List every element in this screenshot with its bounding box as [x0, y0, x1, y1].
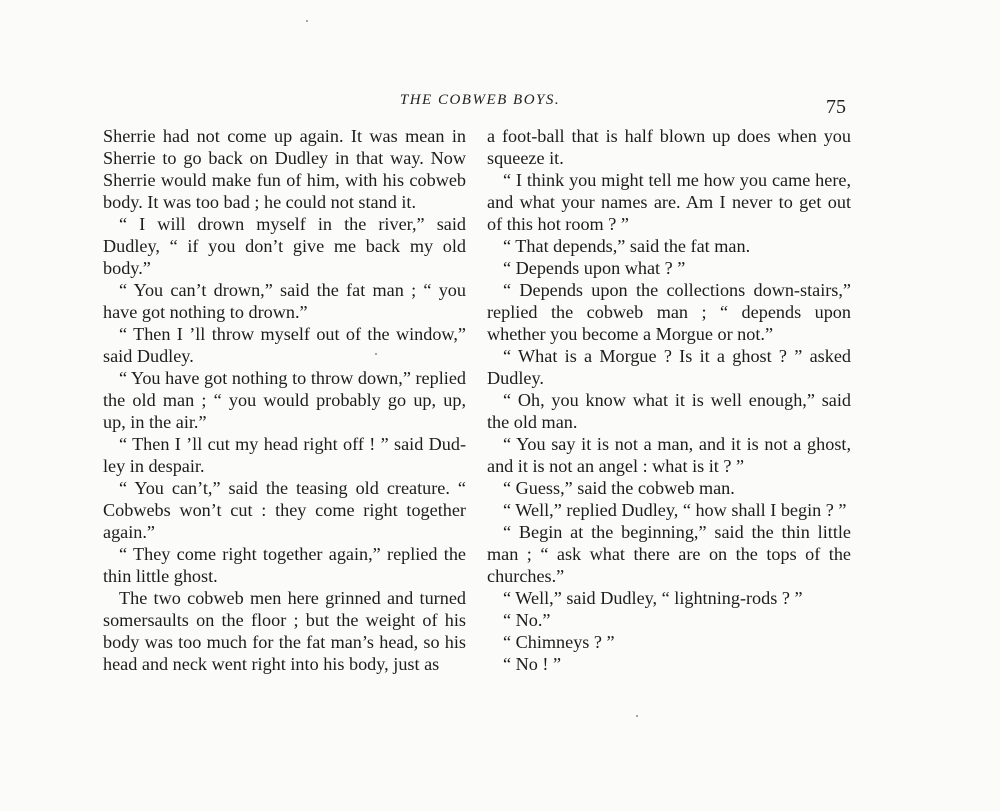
- paragraph: “ Depends upon what ? ”: [503, 258, 686, 278]
- paragraph: “ Oh, you know what it is well enough,” said the old man.: [487, 390, 851, 432]
- paragraph: The two cobweb men here grinned and turned somersaults on the floor ; but the weight of his body was too much for the fat man’s head, so his head and neck went right into his body, just as: [103, 588, 466, 674]
- paragraph: “ Well,” said Dudley, “ lightning-rods ? ”: [503, 588, 803, 608]
- paragraph: Sherrie had not come up again. It was mean in Sherrie to go back on Dudley in that way. Now Sherrie would make fun of him, with his cobweb body. It was too bad ; he could not stand it.: [103, 126, 466, 212]
- running-head: THE COBWEB BOYS.: [399, 92, 561, 108]
- paragraph: “ Begin at the beginning,” said the thin little man ; “ ask what there are on the tops of the churches.”: [487, 522, 851, 586]
- right-column: [487, 125, 851, 675]
- paragraph: “ That depends,” said the fat man.: [503, 236, 751, 256]
- paragraph: “ You can’t,” said the teasing old creature. “ Cobwebs won’t cut : they come right together again.”: [103, 478, 466, 542]
- paragraph: “ I think you might tell me how you came here, and what your names are. Am I never to get out of this hot room ? ”: [487, 170, 851, 234]
- paragraph: “ You say it is not a man, and it is not a ghost, and it is not an angel : what is it ? ”: [487, 434, 851, 476]
- paper-speck: [306, 20, 308, 22]
- paper-speck: [375, 353, 377, 355]
- paragraph: “ Chimneys ? ”: [503, 632, 615, 652]
- paragraph: “ No.”: [503, 610, 551, 630]
- paragraph: “ I will drown myself in the river,” said Dudley, “ if you don’t give me back my old body.”: [103, 214, 466, 278]
- paragraph: “ You have got nothing to throw down,” replied the old man ; “ you would probably go up, up, up, in the air.”: [103, 368, 466, 432]
- paragraph: “ What is a Morgue ? Is it a ghost ? ” asked Dudley.: [487, 346, 851, 388]
- page-number: 75: [826, 96, 846, 118]
- paragraph: “ They come right together again,” replied the thin little ghost.: [103, 544, 466, 586]
- paragraph-continued: a foot-ball that is half blown up does when you squeeze it.: [487, 126, 851, 168]
- paragraph: “ Then I ’ll cut my head right off ! ” said Dudley in despair.: [103, 434, 466, 476]
- paper-speck: [636, 715, 638, 717]
- paragraph: “ Then I ’ll throw myself out of the window,” said Dudley.: [103, 324, 466, 366]
- left-column: [103, 125, 466, 675]
- paragraph: “ Guess,” said the cobweb man.: [503, 478, 735, 498]
- paragraph: “ Well,” replied Dudley, “ how shall I begin ? ”: [503, 500, 847, 520]
- paragraph: “ You can’t drown,” said the fat man ; “ you have got nothing to drown.”: [103, 280, 466, 322]
- paragraph: “ Depends upon the collections down-stairs,” replied the cobweb man ; “ depends upon whether you become a Morgue or not.”: [487, 280, 851, 344]
- paragraph: “ No ! ”: [503, 654, 562, 674]
